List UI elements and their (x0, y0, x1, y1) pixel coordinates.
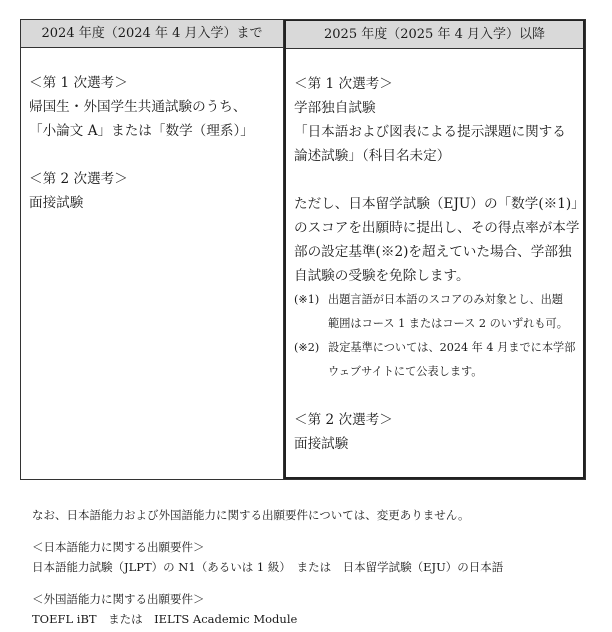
footnote-1 (294, 288, 575, 336)
text-line: ただし、日本留学試験（EJU）の「数学(※1)」 (294, 196, 585, 212)
column-until-2024 (21, 20, 284, 479)
text-line: 面接試験 (294, 436, 349, 452)
text-line: 自試験の受験を免除します。 (294, 268, 470, 284)
text-line: ＜第 2 次選考＞ (294, 412, 393, 428)
footnote-mark: (※1) (294, 293, 320, 306)
text-line: 帰国生・外国学生共通試験のうち、 (29, 99, 247, 115)
text-line: 部の設定基準(※2)を超えていた場合、学部独 (294, 244, 572, 260)
text-line: ＜第 1 次選考＞ (294, 76, 393, 92)
text-line: 面接試験 (29, 195, 84, 211)
column-body-2024 (21, 48, 283, 215)
text-line: ＜第 2 次選考＞ (29, 171, 128, 187)
spacer (294, 168, 575, 192)
requirements-footer (32, 505, 503, 629)
footnote-2 (294, 336, 575, 384)
text-line: ＜第 1 次選考＞ (29, 75, 128, 91)
column-header-2025: 2025 年度（2025 年 4 月入学）以降 (286, 21, 583, 49)
spacer (294, 384, 575, 408)
footnote-text: 出題言語が日本語のスコアのみ対象とし、出題 (328, 293, 563, 306)
text-line: 学部独自試験 (294, 100, 376, 116)
column-from-2025 (284, 20, 585, 479)
text-line: 「小論文 A」または「数学（理系）」 (29, 123, 254, 139)
text-line: のスコアを出願時に提出し、その得点率が本学 (294, 220, 580, 236)
footnote-text: ウェブサイトにて公表します。 (328, 365, 483, 378)
japanese-requirement-body: 日本語能力試験（JLPT）の N1（あるいは 1 級） または 日本留学試験（EJU）の日本語 (32, 560, 504, 574)
spacer (32, 525, 503, 537)
text-line: 論述試験」（科目名未定） (294, 148, 451, 164)
footnote-text: 範囲はコース 1 またはコース 2 のいずれも可。 (328, 317, 568, 330)
footer-intro: なお、日本語能力および外国語能力に関する出願要件については、変更ありません。 (32, 508, 470, 522)
column-body-2025 (286, 49, 583, 456)
text-line: 「日本語および図表による提示課題に関する (294, 124, 566, 140)
comparison-table (20, 19, 586, 480)
column-header-2024: 2024 年度（2024 年 4 月入学）まで (21, 20, 283, 48)
foreign-language-requirement-title: ＜外国語能力に関する出願要件＞ (32, 592, 205, 606)
spacer (32, 577, 503, 589)
foreign-language-requirement-body: TOEFL iBT または IELTS Academic Module (32, 612, 298, 626)
japanese-requirement-title: ＜日本語能力に関する出願要件＞ (32, 540, 205, 554)
spacer (29, 143, 275, 167)
footnote-text: 設定基準については、2024 年 4 月までに本学部 (328, 341, 576, 354)
footnote-mark: (※2) (294, 341, 320, 354)
